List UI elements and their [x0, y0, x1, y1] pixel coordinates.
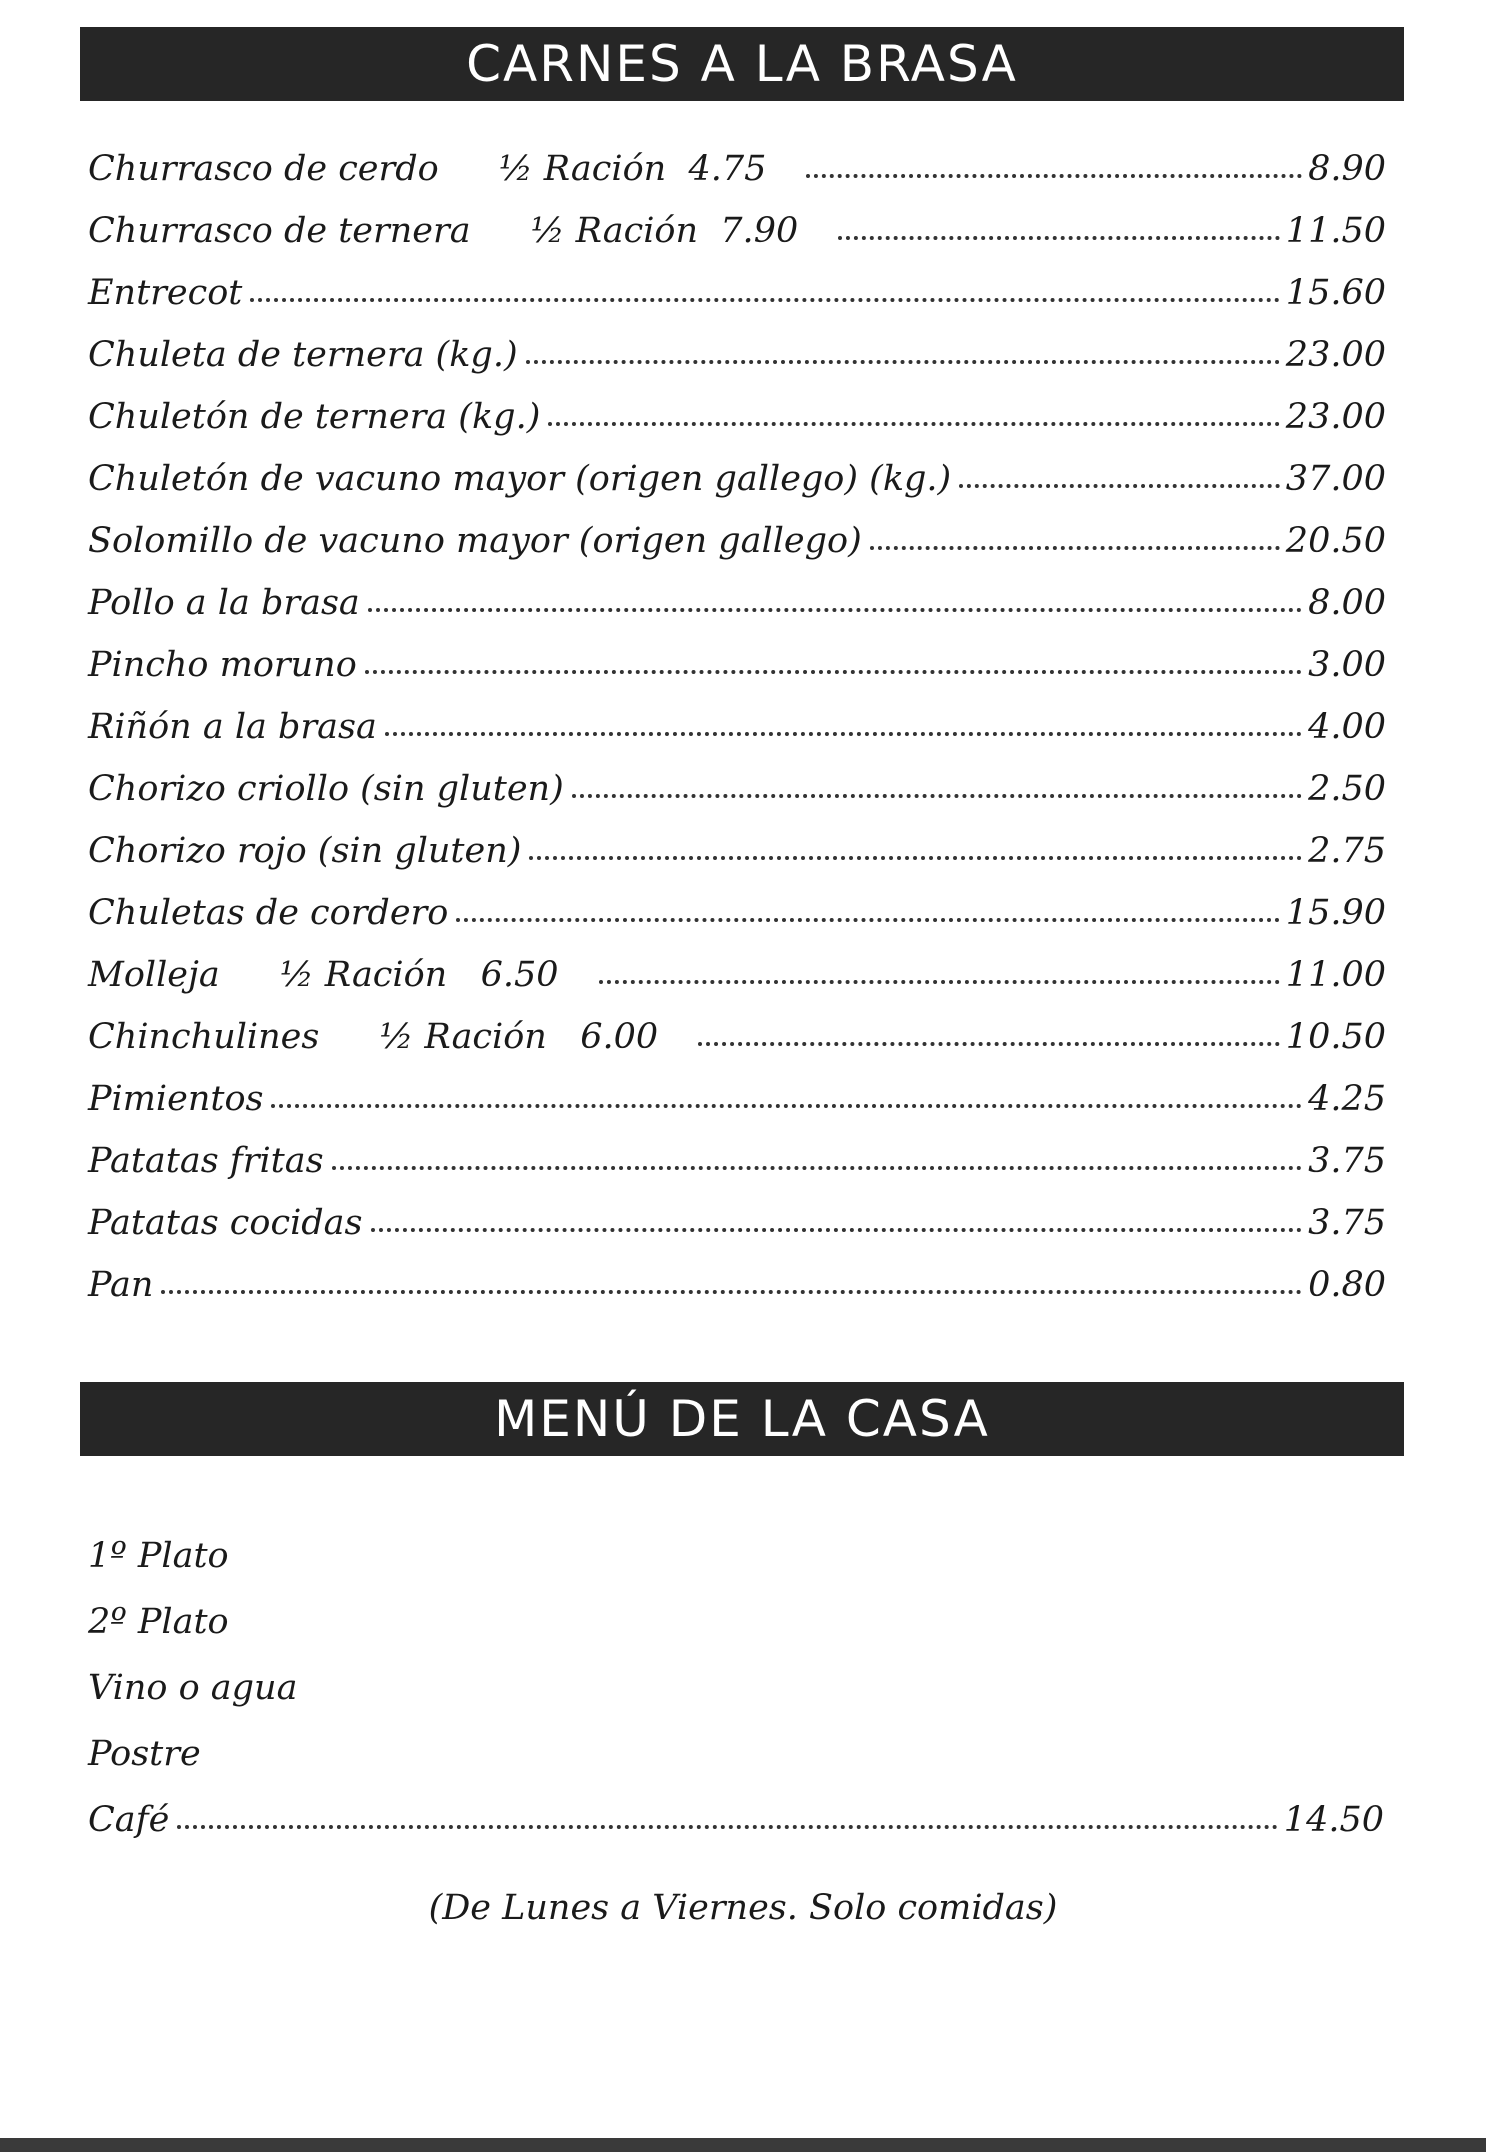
menu-item-row — [88, 1192, 1386, 1254]
item-name: Churrasco de ternera — [88, 211, 471, 251]
dot-leader — [870, 544, 1280, 550]
dot-leader — [806, 172, 1302, 178]
half-portion-price: ½ Ración 6.50 — [279, 955, 559, 995]
menu-item-row — [88, 1254, 1386, 1316]
dot-leader — [838, 234, 1280, 240]
dot-leader — [368, 606, 1302, 612]
item-price: 3.00 — [1308, 645, 1386, 685]
bottom-border — [0, 2138, 1486, 2152]
item-price: 23.00 — [1285, 335, 1386, 375]
menu-item-row — [88, 448, 1386, 510]
dot-leader — [250, 296, 1279, 302]
menu-item-row — [88, 200, 1386, 262]
dot-leader — [548, 420, 1279, 426]
dot-leader — [385, 730, 1302, 736]
item-name: Chuletón de vacuno mayor (origen gallego) (kg.) — [88, 459, 952, 499]
item-name: Chuletón de ternera (kg.) — [88, 397, 541, 437]
item-name: Pimientos — [88, 1079, 264, 1119]
section-title-menu — [80, 1382, 1404, 1456]
menu-line: 1º Plato — [88, 1536, 229, 1576]
item-name: Chinchulines — [88, 1017, 320, 1057]
menu-line: Vino o agua — [88, 1668, 298, 1708]
item-name: Chuletas de cordero — [88, 893, 449, 933]
item-name: Molleja — [88, 955, 220, 995]
item-price: 3.75 — [1308, 1141, 1386, 1181]
item-price: 11.00 — [1285, 955, 1386, 995]
item-price: 3.75 — [1308, 1203, 1386, 1243]
menu-item-row — [88, 324, 1386, 386]
item-price: 8.90 — [1308, 149, 1386, 189]
dot-leader — [371, 1226, 1303, 1232]
item-name: Solomillo de vacuno mayor (origen gallego) — [88, 521, 862, 561]
menu-item-row — [88, 1130, 1386, 1192]
item-name: Pan — [88, 1265, 154, 1305]
half-portion-price: ½ Ración 7.90 — [530, 211, 799, 251]
menu-item-row — [88, 1068, 1386, 1130]
menu-item-row — [88, 262, 1386, 324]
item-price: 8.00 — [1308, 583, 1386, 623]
item-name: Entrecot — [88, 273, 243, 313]
item-name: Pollo a la brasa — [88, 583, 360, 623]
menu-line-name: Café — [88, 1800, 170, 1840]
dot-leader — [526, 358, 1280, 364]
item-name: Pincho moruno — [88, 645, 357, 685]
item-name: Chorizo criollo (sin gluten) — [88, 769, 564, 809]
item-price: 4.00 — [1308, 707, 1386, 747]
item-price: 11.50 — [1285, 211, 1386, 251]
item-price: 2.75 — [1308, 831, 1386, 871]
item-price: 4.25 — [1308, 1079, 1386, 1119]
item-price: 0.80 — [1308, 1265, 1386, 1305]
dot-leader — [456, 916, 1279, 922]
menu-price: 14.50 — [1283, 1800, 1384, 1840]
dot-leader — [698, 1040, 1280, 1046]
half-portion-price: ½ Ración 6.00 — [379, 1017, 659, 1057]
dot-leader — [599, 978, 1280, 984]
menu-item-row — [88, 696, 1386, 758]
section-title-text: MENÚ DE LA CASA — [494, 1390, 990, 1448]
dot-leader — [332, 1164, 1302, 1170]
menu-item-row — [88, 386, 1386, 448]
dot-leader — [177, 1823, 1277, 1829]
menu-item-row — [88, 634, 1386, 696]
item-price: 2.50 — [1308, 769, 1386, 809]
dot-leader — [161, 1288, 1302, 1294]
item-name: Riñón a la brasa — [88, 707, 377, 747]
menu-item-row — [88, 1006, 1386, 1068]
menu-price-line — [88, 1787, 1384, 1853]
menu-line: Postre — [88, 1734, 201, 1774]
section-title-text: CARNES A LA BRASA — [466, 35, 1018, 93]
item-price: 15.60 — [1285, 273, 1386, 313]
menu-item-row — [88, 820, 1386, 882]
carnes-item-list — [88, 138, 1386, 1316]
menu-item-row — [88, 758, 1386, 820]
half-portion-price: ½ Ración 4.75 — [498, 149, 767, 189]
item-name: Churrasco de cerdo — [88, 149, 439, 189]
item-name: Patatas fritas — [88, 1141, 324, 1181]
dot-leader — [572, 792, 1302, 798]
menu-item-row — [88, 944, 1386, 1006]
menu-item-row — [88, 572, 1386, 634]
dot-leader — [271, 1102, 1302, 1108]
menu-item-row — [88, 882, 1386, 944]
item-price: 23.00 — [1285, 397, 1386, 437]
section-title-carnes — [80, 27, 1404, 101]
menu-line: 2º Plato — [88, 1602, 229, 1642]
item-name: Chorizo rojo (sin gluten) — [88, 831, 522, 871]
dot-leader — [529, 854, 1302, 860]
item-name: Patatas cocidas — [88, 1203, 363, 1243]
item-price: 20.50 — [1285, 521, 1386, 561]
item-price: 37.00 — [1285, 459, 1386, 499]
menu-item-row — [88, 138, 1386, 200]
menu-item-row — [88, 510, 1386, 572]
dot-leader — [959, 482, 1280, 488]
item-price: 10.50 — [1285, 1017, 1386, 1057]
menu-note: (De Lunes a Viernes. Solo comidas) — [428, 1888, 1058, 1928]
item-price: 15.90 — [1285, 893, 1386, 933]
dot-leader — [365, 668, 1302, 674]
item-name: Chuleta de ternera (kg.) — [88, 335, 518, 375]
menu-casa-list — [88, 1523, 1384, 1853]
